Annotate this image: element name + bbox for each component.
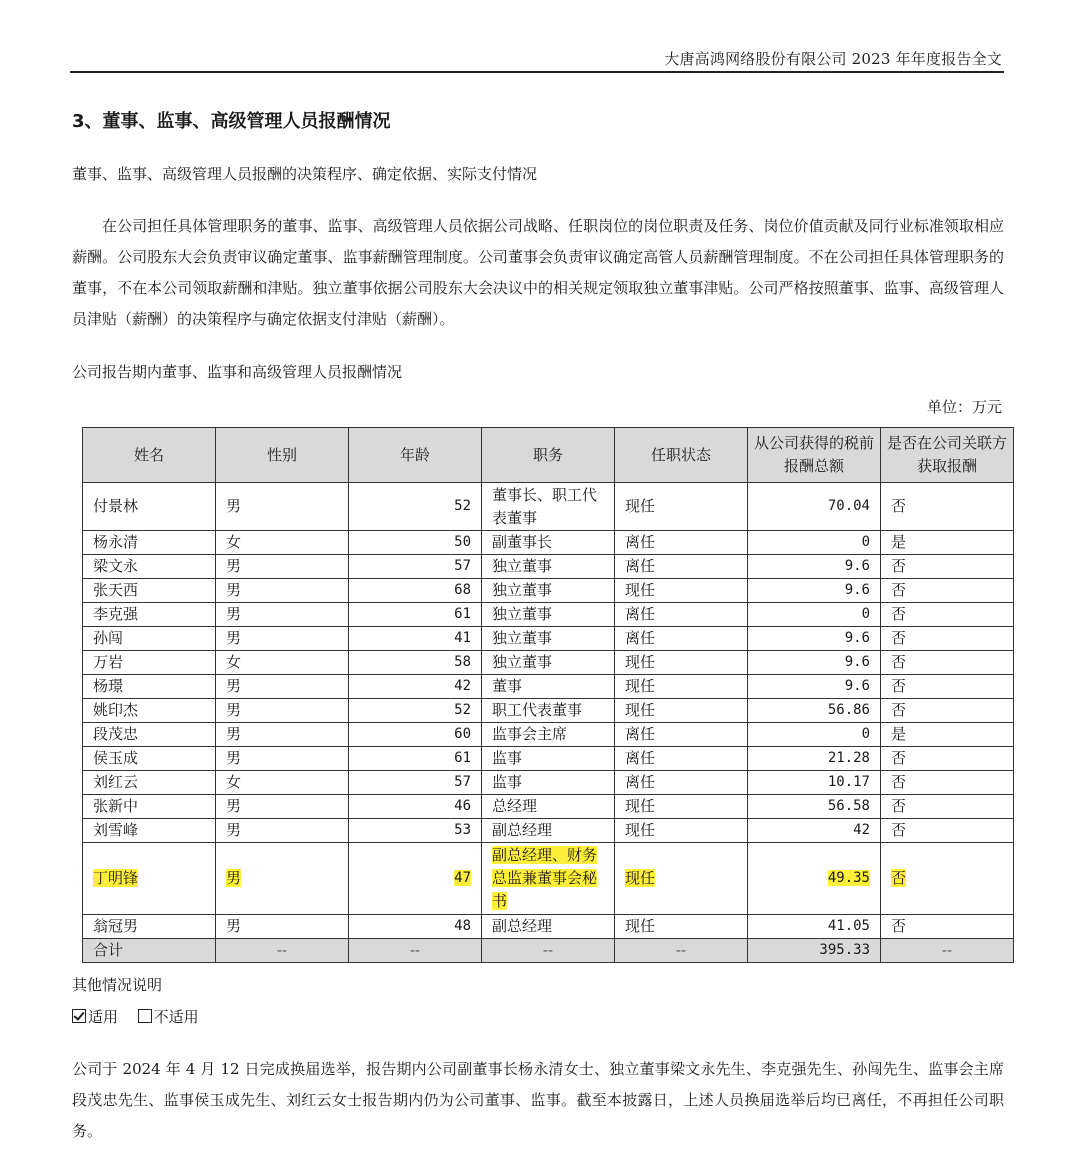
cell-position-text: 独立董事 [492,605,553,623]
cell-pay-text: 56.58 [827,798,870,814]
cell-pay-text: 70.04 [827,498,870,514]
cell-age [349,483,482,531]
cell-pay [748,531,881,555]
cell-gender-text: 男 [226,725,242,743]
cell-related [881,915,1014,939]
cell-position [482,747,615,771]
cell-name [83,603,216,627]
cell-gender-text: 男 [226,797,242,815]
cell-gender [216,771,349,795]
cell-name [83,675,216,699]
cell-status-text: 现任 [625,821,656,839]
cell-status [615,603,748,627]
cell-position [482,531,615,555]
cell-pay [748,627,881,651]
header-name: 姓名 [83,428,216,483]
cell-position-text: 监事会主席 [492,725,568,743]
not-applicable-label: 不适用 [153,1008,199,1026]
cell-gender-text: 男 [226,605,242,623]
cell-status-text: 离任 [625,605,656,623]
cell-pay [748,603,881,627]
cell-pay-text: 0 [861,606,870,622]
cell-position-text: 独立董事 [492,629,553,647]
cell-age [349,915,482,939]
cell-related-text: 否 [891,653,907,671]
cell-position-text: 总经理 [492,797,538,815]
cell-name-text: 丁明锋 [93,869,139,887]
cell-gender [216,531,349,555]
cell-pay [748,699,881,723]
cell-name-text: 杨璟 [93,677,124,695]
cell-position [482,555,615,579]
table-row [83,651,1014,675]
cell-status [615,651,748,675]
cell-age [349,675,482,699]
cell-age-text: 47 [454,870,471,886]
cell-pay [748,723,881,747]
cell-status-text: 离任 [625,725,656,743]
cell-gender [216,675,349,699]
cell-pay-text: 9.6 [844,678,870,694]
cell-gender [216,723,349,747]
applicability-checkboxes [72,1006,199,1027]
cell-pay [748,747,881,771]
cell-status [615,723,748,747]
cell-age [349,723,482,747]
cell-gender [216,915,349,939]
cell-age [349,819,482,843]
cell-status-text: 现任 [625,869,656,887]
cell-status [615,747,748,771]
table-row [83,627,1014,651]
header-position: 职务 [482,428,615,483]
header-pay: 从公司获得的税前报酬总额 [748,428,881,483]
cell-name-text: 付景林 [93,497,139,515]
total-dash: -- [349,939,482,963]
cell-gender-text: 男 [226,677,242,695]
cell-gender-text: 男 [226,629,242,647]
cell-name [83,723,216,747]
table-row [83,699,1014,723]
table-header-row [83,428,1014,483]
cell-position [482,675,615,699]
cell-related-text: 否 [891,749,907,767]
cell-related-text: 否 [891,821,907,839]
cell-pay-text: 9.6 [844,630,870,646]
cell-name-text: 张天西 [93,581,139,599]
cell-pay [748,771,881,795]
cell-position [482,915,615,939]
cell-position [482,603,615,627]
cell-related [881,627,1014,651]
cell-pay [748,843,881,915]
cell-status-text: 现任 [625,917,656,935]
cell-pay-text: 42 [853,822,870,838]
cell-position-text: 副总经理、财务总监兼董事会秘书 [492,846,598,910]
table-row [83,603,1014,627]
header-related: 是否在公司关联方获取报酬 [881,428,1014,483]
cell-position-text: 职工代表董事 [492,701,583,719]
cell-age-text: 48 [454,918,471,934]
cell-name-text: 刘雪峰 [93,821,139,839]
cell-status [615,843,748,915]
cell-name [83,531,216,555]
cell-gender [216,651,349,675]
cell-gender [216,603,349,627]
cell-status [615,579,748,603]
cell-gender-text: 女 [226,773,242,791]
cell-status [615,915,748,939]
cell-name [83,699,216,723]
cell-position [482,771,615,795]
cell-position [482,651,615,675]
cell-age [349,771,482,795]
cell-gender [216,843,349,915]
cell-related [881,603,1014,627]
cell-gender-text: 男 [226,869,242,887]
cell-related-text: 是 [891,533,907,551]
table-body [83,483,1014,939]
cell-name-text: 杨永清 [93,533,139,551]
cell-age [349,795,482,819]
cell-position-text: 监事 [492,749,523,767]
section-heading: 3、董事、监事、高级管理人员报酬情况 [72,111,391,132]
total-pay: 395.33 [748,939,881,963]
cell-status-text: 现任 [625,797,656,815]
cell-status-text: 现任 [625,497,656,515]
cell-pay-text: 0 [861,534,870,550]
cell-pay [748,483,881,531]
cell-name-text: 万岩 [93,653,124,671]
cell-age [349,843,482,915]
cell-status [615,555,748,579]
cell-gender-text: 男 [226,701,242,719]
cell-age-text: 68 [454,582,471,598]
cell-name-text: 李克强 [93,605,139,623]
cell-related-text: 是 [891,725,907,743]
total-dash: -- [216,939,349,963]
table-row [83,819,1014,843]
cell-name [83,651,216,675]
cell-position [482,579,615,603]
cell-position-text: 董事 [492,677,523,695]
cell-gender [216,699,349,723]
cell-gender-text: 男 [226,749,242,767]
total-dash: -- [881,939,1014,963]
cell-related-text: 否 [891,701,907,719]
table-row [83,843,1014,915]
cell-gender-text: 女 [226,533,242,551]
cell-age-text: 41 [454,630,471,646]
cell-status [615,675,748,699]
cell-name-text: 姚印杰 [93,701,139,719]
cell-gender-text: 男 [226,497,242,515]
cell-name-text: 张新中 [93,797,139,815]
not-applicable-checkbox[interactable] [138,1009,152,1023]
table-row [83,771,1014,795]
cell-related-text: 否 [891,581,907,599]
cell-pay [748,579,881,603]
compensation-table [82,427,1014,963]
cell-related-text: 否 [891,605,907,623]
cell-pay-text: 9.6 [844,558,870,574]
cell-position-text: 独立董事 [492,557,553,575]
cell-related [881,699,1014,723]
cell-name [83,627,216,651]
cell-age-text: 58 [454,654,471,670]
cell-position [482,699,615,723]
cell-position-text: 独立董事 [492,581,553,599]
cell-gender [216,579,349,603]
table-caption: 公司报告期内董事、监事和高级管理人员报酬情况 [72,363,403,381]
cell-position-text: 独立董事 [492,653,553,671]
cell-age-text: 42 [454,678,471,694]
cell-related [881,723,1014,747]
cell-name [83,819,216,843]
cell-position-text: 副总经理 [492,821,553,839]
cell-status-text: 现任 [625,653,656,671]
cell-status [615,771,748,795]
cell-pay [748,819,881,843]
header-status: 任职状态 [615,428,748,483]
cell-age [349,555,482,579]
total-dash: -- [482,939,615,963]
cell-gender [216,819,349,843]
cell-pay [748,795,881,819]
table-row [83,747,1014,771]
table-row [83,555,1014,579]
cell-status-text: 现任 [625,581,656,599]
cell-gender-text: 男 [226,557,242,575]
cell-gender [216,555,349,579]
cell-age [349,699,482,723]
cell-related-text: 否 [891,797,907,815]
cell-pay-text: 21.28 [827,750,870,766]
cell-name [83,771,216,795]
cell-related-text: 否 [891,773,907,791]
cell-name-text: 侯玉成 [93,749,139,767]
cell-age-text: 61 [454,750,471,766]
cell-pay-text: 0 [861,726,870,742]
cell-age [349,579,482,603]
cell-position-text: 副董事长 [492,533,553,551]
cell-related [881,747,1014,771]
cell-related [881,843,1014,915]
cell-status [615,627,748,651]
notes-title: 其他情况说明 [72,976,163,994]
total-row [83,939,1014,963]
cell-pay [748,675,881,699]
table-row [83,795,1014,819]
cell-related [881,675,1014,699]
cell-gender [216,747,349,771]
cell-name [83,747,216,771]
cell-related [881,795,1014,819]
cell-related [881,555,1014,579]
table-row [83,915,1014,939]
cell-pay-text: 49.35 [827,870,870,886]
cell-status-text: 离任 [625,557,656,575]
header-gender: 性别 [216,428,349,483]
cell-age-text: 53 [454,822,471,838]
cell-status-text: 离任 [625,629,656,647]
cell-age-text: 57 [454,558,471,574]
cell-pay-text: 9.6 [844,654,870,670]
cell-position-text: 副总经理 [492,917,553,935]
cell-related-text: 否 [891,917,907,935]
cell-status-text: 离任 [625,773,656,791]
cell-status [615,483,748,531]
cell-pay-text: 56.86 [827,702,870,718]
header-divider [70,71,1004,73]
applicable-checkbox[interactable] [72,1009,86,1023]
cell-age [349,747,482,771]
cell-pay-text: 10.17 [827,774,870,790]
cell-gender [216,483,349,531]
total-dash: -- [615,939,748,963]
cell-related-text: 否 [891,557,907,575]
cell-status-text: 现任 [625,677,656,695]
total-label: 合计 [83,939,216,963]
cell-name [83,579,216,603]
cell-gender-text: 男 [226,917,242,935]
cell-related [881,483,1014,531]
cell-status [615,531,748,555]
cell-related [881,531,1014,555]
table-row [83,483,1014,531]
notes-paragraph: 公司于 2024 年 4 月 12 日完成换届选举，报告期内公司副董事长杨永清女士、独立董事梁文永先生、李克强先生、孙闯先生、监事会主席段茂忠先生、监事侯玉成先生、刘红云女士报告期内仍为公司董事、监事。截至本披露日，上述人员换届选举后均已离任，不再担任公司职务。 [72,1060,1004,1140]
cell-name [83,795,216,819]
cell-status [615,819,748,843]
cell-age [349,531,482,555]
cell-age-text: 52 [454,498,471,514]
cell-status-text: 现任 [625,701,656,719]
cell-position [482,723,615,747]
cell-status [615,795,748,819]
applicable-label: 适用 [88,1008,119,1026]
cell-status [615,699,748,723]
unit-label: 单位：万元 [926,398,1002,416]
cell-age [349,603,482,627]
cell-name [83,483,216,531]
policy-paragraph: 在公司担任具体管理职务的董事、监事、高级管理人员依据公司战略、任职岗位的岗位职责及任务、岗位价值贡献及同行业标准领取相应薪酬。公司股东大会负责审议确定董事、监事薪酬管理制度。公司董事会负责审议确定高管人员薪酬管理制度。不在公司担任具体管理职务的董事，不在本公司领取薪酬和津贴。独立董事依据公司股东大会决议中的相关规定领取独立董事津贴。公司严格按照董事、监事、高级管理人员津贴（薪酬）的决策程序与确定依据支付津贴（薪酬）。 [72,217,1004,328]
table-row [83,579,1014,603]
cell-position [482,843,615,915]
table-row [83,531,1014,555]
cell-position-text: 董事长、职工代表董事 [492,485,598,527]
cell-age-text: 57 [454,774,471,790]
cell-age-text: 50 [454,534,471,550]
cell-age-text: 61 [454,606,471,622]
cell-position [482,627,615,651]
report-header-title: 大唐高鸿网络股份有限公司 2023 年年度报告全文 [664,50,1002,68]
cell-pay [748,915,881,939]
cell-gender [216,627,349,651]
cell-pay-text: 9.6 [844,582,870,598]
cell-related-text: 否 [891,629,907,647]
cell-pay [748,651,881,675]
header-age: 年龄 [349,428,482,483]
cell-status-text: 离任 [625,533,656,551]
cell-name [83,843,216,915]
cell-age-text: 46 [454,798,471,814]
cell-related-text: 否 [891,497,907,515]
table-row [83,675,1014,699]
cell-age-text: 52 [454,702,471,718]
cell-position [482,483,615,531]
cell-age [349,651,482,675]
cell-pay [748,555,881,579]
table-row [83,723,1014,747]
cell-name-text: 刘红云 [93,773,139,791]
cell-pay-text: 41.05 [827,918,870,934]
cell-name-text: 梁文永 [93,557,139,575]
cell-age [349,627,482,651]
cell-position [482,795,615,819]
cell-related-text: 否 [891,869,907,887]
cell-gender [216,795,349,819]
cell-gender-text: 女 [226,653,242,671]
cell-related [881,771,1014,795]
cell-name-text: 段茂忠 [93,725,139,743]
cell-name-text: 孙闯 [93,629,124,647]
cell-name [83,915,216,939]
cell-name-text: 翁冠男 [93,917,139,935]
cell-gender-text: 男 [226,581,242,599]
cell-related [881,579,1014,603]
cell-position [482,819,615,843]
cell-status-text: 离任 [625,749,656,767]
section-subheading: 董事、监事、高级管理人员报酬的决策程序、确定依据、实际支付情况 [72,165,538,183]
cell-related [881,819,1014,843]
cell-name [83,555,216,579]
cell-age-text: 60 [454,726,471,742]
cell-position-text: 监事 [492,773,523,791]
cell-related-text: 否 [891,677,907,695]
cell-related [881,651,1014,675]
cell-gender-text: 男 [226,821,242,839]
